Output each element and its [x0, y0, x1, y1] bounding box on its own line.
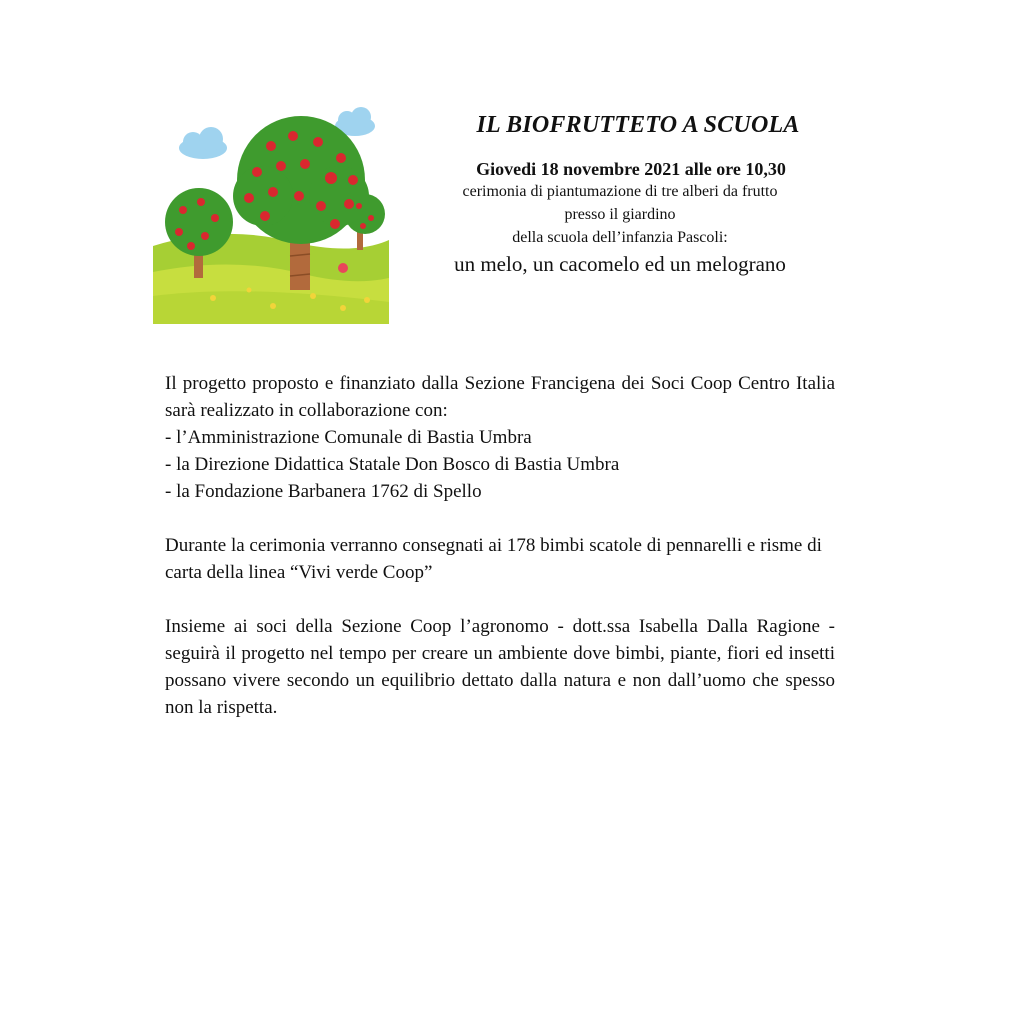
- list-item: - la Direzione Didattica Statale Don Bosco di Bastia Umbra: [165, 454, 620, 475]
- event-description-line: cerimonia di piantumazione di tre alberi da frutto: [462, 183, 778, 200]
- event-trees-subtitle: un melo, un cacomelo ed un melograno: [454, 252, 786, 276]
- intro-paragraph: Il progetto proposto e finanziato dalla Sezione Francigena dei Soci Coop Centro Italia sarà realizzato in collaborazione con:: [165, 373, 835, 421]
- list-item: - la Fondazione Barbanera 1762 di Spello: [165, 481, 482, 502]
- event-date: Giovedi 18 novembre 2021 alle ore 10,30: [476, 159, 786, 179]
- event-header: [395, 112, 845, 278]
- fruit-trees-illustration: [153, 106, 389, 324]
- partners-list: [165, 424, 835, 505]
- ceremony-paragraph: Durante la cerimonia verranno consegnati ai 178 bimbi scatole di pennarelli e risme di carta della linea “Vivi verde Coop”: [165, 535, 822, 583]
- list-item: - l’Amministrazione Comunale di Bastia Umbra: [165, 427, 532, 448]
- event-location-line: presso il giardino: [564, 206, 676, 223]
- agronomist-paragraph: Insieme ai soci della Sezione Coop l’agronomo - dott.ssa Isabella Dalla Ragione - seguirà il progetto nel tempo per creare un ambiente dove bimbi, piante, fiori ed insetti possano vivere secondo un equilibrio dettato dalla natura e non dall’uomo che spesso non la rispetta.: [165, 616, 835, 718]
- event-school-line: della scuola dell’infanzia Pascoli:: [512, 229, 728, 246]
- document-body: [165, 370, 835, 721]
- event-title: IL BIOFRUTTETO A SCUOLA: [476, 112, 800, 138]
